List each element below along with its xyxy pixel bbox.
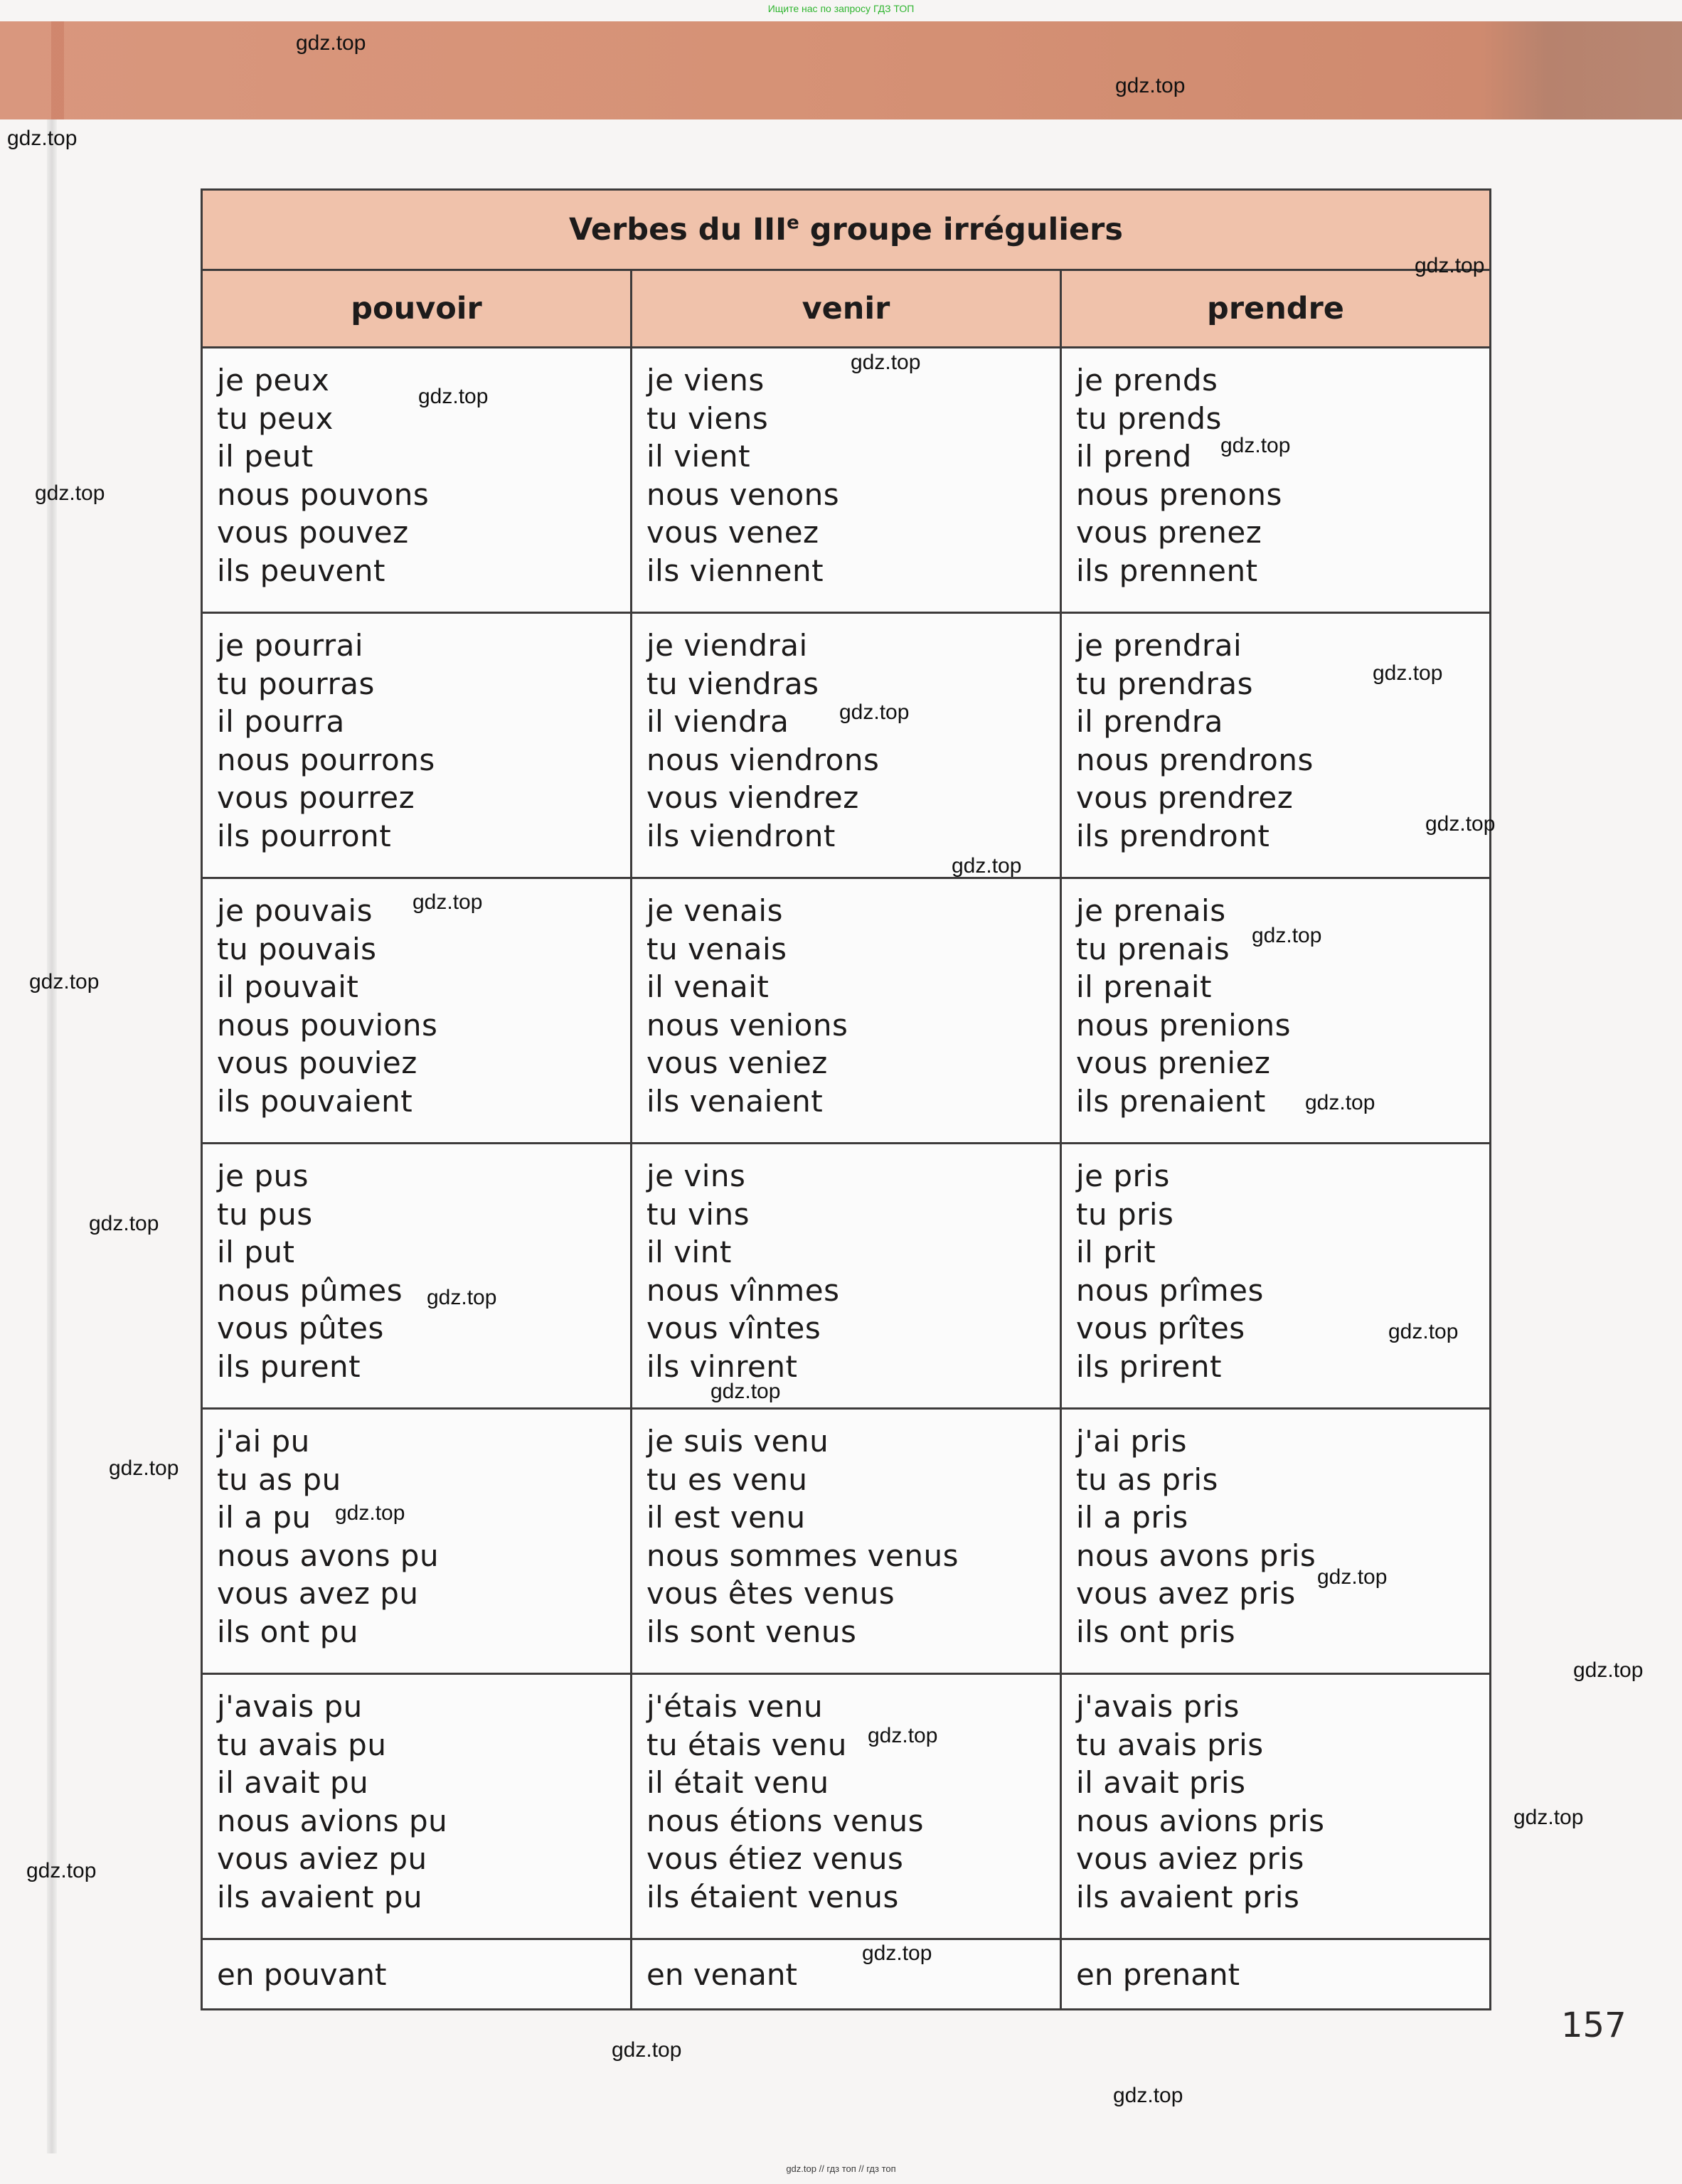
conjugation-line: nous pourrons [217,742,435,777]
watermark: gdz.top [29,970,100,994]
conjugation-line: nous avions pris [1076,1803,1325,1838]
conjugation-line: vous venez [646,515,819,550]
watermark: gdz.top [89,1212,159,1235]
tense-row [202,1674,1491,1939]
conjugation-line: tu pus [217,1196,313,1232]
watermark: gdz.top [109,1456,179,1480]
watermark: gdz.top [427,1286,497,1309]
conjugation-line: nous prîmes [1076,1272,1264,1308]
book-spine [47,119,57,2153]
conjugation-body [202,348,1491,1939]
watermark: gdz.top [26,1859,97,1882]
conjugation-line: je viendrai [646,628,808,663]
conjugation-line: nous prenions [1076,1007,1291,1043]
column-header-venir: venir [632,270,1061,348]
conjugation-line: tu prenais [1076,931,1230,966]
conjugation-line: il pourra [217,704,345,739]
column-header-pouvoir: pouvoir [202,270,632,348]
conjugation-line: ils peuvent [217,553,385,588]
conjugation-line: nous étions venus [646,1803,925,1838]
gerund-pouvoir: en pouvant [202,1939,632,2010]
conjugation-line: vous prenez [1076,515,1262,550]
conjugation-line: je pouvais [217,893,373,928]
conjugation-line: tu étais venu [646,1727,847,1762]
conjugation-line: vous êtes venus [646,1576,895,1611]
conjugation-line: ils pouvaient [217,1083,413,1119]
conjugation-line: ils vinrent [646,1348,798,1384]
watermark: gdz.top [1425,812,1496,836]
conjugation-line: ils prendront [1076,818,1270,853]
conjugation-cell-pouvoir [202,878,632,1144]
conjugation-line: vous pûtes [217,1311,384,1346]
conjugation-line: vous pouvez [217,515,409,550]
conjugation-line: il viendra [646,704,789,739]
conjugation-line: tu pourras [217,666,375,701]
conjugation-line: il prendra [1076,704,1223,739]
conjugation-line: ils pourront [217,818,392,853]
tense-row [202,1409,1491,1674]
conjugation-line: vous pouviez [217,1045,417,1080]
table-title-prefix: Verbes du III [569,212,787,247]
watermark: gdz.top [1252,924,1322,947]
conjugation-line: nous venions [646,1007,848,1043]
gerund-venir: en venant [632,1939,1061,2010]
conjugation-cell-venir [632,878,1061,1144]
conjugation-line: tu vins [646,1196,750,1232]
conjugation-line: il pouvait [217,969,359,1004]
conjugation-line: j'avais pu [217,1689,363,1724]
conjugation-line: je venais [646,893,783,928]
conjugation-line: il prit [1076,1235,1156,1269]
conjugation-line: ils ont pris [1076,1614,1236,1649]
conjugation-cell-pouvoir [202,348,632,613]
conjugation-line: tu viens [646,400,769,436]
conjugation-line: ils sont venus [646,1614,857,1649]
tense-row [202,878,1491,1144]
conjugation-line: il a pris [1076,1500,1188,1535]
conjugation-line: tu pouvais [217,931,377,966]
conjugation-line: il vient [646,439,751,474]
watermark: gdz.top [1220,434,1291,457]
conjugation-line: il prenait [1076,969,1213,1004]
conjugation-line: il avait pris [1076,1765,1246,1800]
conjugation-line: il peut [217,439,314,474]
conjugation-line: j'avais pris [1076,1689,1240,1724]
conjugation-line: vous pourrez [217,780,415,815]
tense-row [202,1144,1491,1409]
conjugation-line: vous aviez pu [217,1841,427,1876]
conjugation-line: nous viendrons [646,742,880,777]
conjugation-line: ils venaient [646,1083,824,1119]
conjugation-line: il était venu [646,1765,829,1800]
watermark: gdz.top [1415,254,1485,277]
conjugation-line: tu peux [217,400,334,436]
conjugation-line: ils ont pu [217,1614,358,1649]
table-title [202,190,1491,270]
conjugation-cell-prendre [1061,348,1491,613]
conjugation-line: tu as pris [1076,1461,1218,1497]
conjugation-line: il est venu [646,1500,806,1535]
conjugation-line: tu pris [1076,1196,1174,1232]
watermark: gdz.top [851,351,921,374]
table-title-superscript: e [787,212,799,234]
conjugation-line: tu viendras [646,666,819,701]
conjugation-cell-venir [632,613,1061,878]
header-band-edge [51,21,64,119]
conjugation-line: j'ai pu [217,1424,310,1459]
conjugation-line: ils prirent [1076,1348,1222,1384]
conjugation-line: ils purent [217,1348,361,1384]
conjugation-line: ils prennent [1076,553,1258,588]
conjugation-line: nous avons pris [1076,1538,1316,1573]
watermark: gdz.top [612,2038,682,2062]
conjugation-line: je peux [217,363,330,398]
conjugation-line: ils viennent [646,553,824,588]
conjugation-line: nous pouvions [217,1007,438,1043]
conjugation-line: vous prîtes [1076,1311,1245,1346]
tense-row [202,613,1491,878]
watermark: gdz.top [418,385,489,408]
conjugation-line: je pris [1076,1158,1170,1193]
watermark: gdz.top [839,701,910,724]
watermark: gdz.top [952,854,1022,878]
conjugation-cell-prendre [1061,1144,1491,1409]
conjugation-line: il put [217,1235,295,1269]
conjugation-line: je suis venu [646,1424,829,1459]
conjugation-cell-venir [632,1409,1061,1674]
watermark: gdz.top [868,1724,938,1747]
conjugation-cell-venir [632,1674,1061,1939]
conjugation-line: nous avons pu [217,1538,440,1573]
conjugation-line: vous avez pris [1076,1576,1296,1611]
conjugation-line: tu venais [646,931,787,966]
conjugation-line: vous vîntes [646,1311,821,1346]
tense-row [202,348,1491,613]
conjugation-line: il vint [646,1235,732,1269]
conjugation-line: vous veniez [646,1045,828,1080]
conjugation-cell-pouvoir [202,1409,632,1674]
watermark: gdz.top [862,1941,932,1965]
conjugation-line: vous preniez [1076,1045,1271,1080]
conjugation-line: tu prends [1076,400,1222,436]
watermark: gdz.top [1113,2084,1183,2107]
conjugation-line: nous pûmes [217,1272,403,1308]
conjugation-line: tu avais pu [217,1727,387,1762]
watermark: gdz.top [1373,661,1443,685]
watermark: gdz.top [412,890,483,914]
conjugation-line: vous étiez venus [646,1841,904,1876]
conjugation-line: je vins [646,1158,746,1193]
conjugation-line: nous vînmes [646,1272,840,1308]
watermark: gdz.top [1513,1806,1584,1829]
watermark: gdz.top [335,1501,405,1525]
conjugation-line: nous prendrons [1076,742,1314,777]
watermark: gdz.top [1305,1091,1375,1114]
conjugation-line: ils viendront [646,818,836,853]
conjugation-line: il a pu [217,1500,312,1535]
conjugation-line: vous viendrez [646,780,859,815]
conjugation-line: tu prendras [1076,666,1253,701]
conjugation-line: j'ai pris [1076,1424,1187,1459]
watermark: gdz.top [710,1380,781,1403]
conjugation-line: nous pouvons [217,476,430,512]
conjugation-line: tu es venu [646,1461,808,1497]
watermark: gdz.top [1388,1320,1459,1343]
watermark: gdz.top [35,481,105,505]
conjugation-line: je prends [1076,363,1218,398]
conjugation-line: je pus [217,1158,309,1193]
conjugation-line: tu as pu [217,1461,341,1497]
conjugation-line: je prenais [1076,893,1226,928]
footer-note: gdz.top // гдз топ // гдз топ [786,2163,896,2174]
conjugation-cell-prendre [1061,613,1491,878]
conjugation-cell-prendre [1061,1409,1491,1674]
conjugation-cell-pouvoir [202,1674,632,1939]
conjugation-line: je viens [646,363,765,398]
conjugation-line: il prend [1076,439,1192,474]
conjugation-line: tu avais pris [1076,1727,1264,1762]
conjugation-cell-venir [632,1144,1061,1409]
conjugation-line: ils avaient pris [1076,1879,1300,1914]
conjugation-line: ils étaient venus [646,1879,899,1914]
conjugation-cell-pouvoir [202,1144,632,1409]
conjugation-line: vous prendrez [1076,780,1294,815]
watermark: gdz.top [7,127,78,150]
header-band [0,21,1682,119]
conjugation-table [201,188,1491,2010]
conjugation-cell-pouvoir [202,613,632,878]
gerund-row [202,1939,1491,2010]
gerund-prendre: en prenant [1061,1939,1491,2010]
conjugation-line: je prendrai [1076,628,1242,663]
top-search-note: Ищите нас по запросу ГДЗ ТОП [767,3,915,14]
conjugation-line: j'étais venu [646,1689,824,1724]
conjugation-cell-prendre [1061,1674,1491,1939]
conjugation-line: je pourrai [217,628,364,663]
conjugation-line: nous avions pu [217,1803,448,1838]
watermark: gdz.top [1573,1658,1644,1682]
conjugation-line: ils avaient pu [217,1879,423,1914]
conjugation-cell-prendre [1061,878,1491,1144]
conjugation-cell-venir [632,348,1061,613]
conjugation-line: nous prenons [1076,476,1282,512]
conjugation-line: ils prenaient [1076,1083,1266,1119]
conjugation-line: nous sommes venus [646,1538,959,1573]
conjugation-line: il venait [646,969,770,1004]
conjugation-line: vous aviez pris [1076,1841,1304,1876]
conjugation-line: vous avez pu [217,1576,419,1611]
watermark: gdz.top [296,31,366,55]
conjugation-line: il avait pu [217,1765,369,1800]
conjugation-line: nous venons [646,476,840,512]
watermark: gdz.top [1115,74,1186,97]
table-title-suffix: groupe irréguliers [799,212,1123,247]
page-number: 157 [1561,2005,1627,2045]
watermark: gdz.top [1317,1565,1388,1589]
column-header-prendre: prendre [1061,270,1491,348]
